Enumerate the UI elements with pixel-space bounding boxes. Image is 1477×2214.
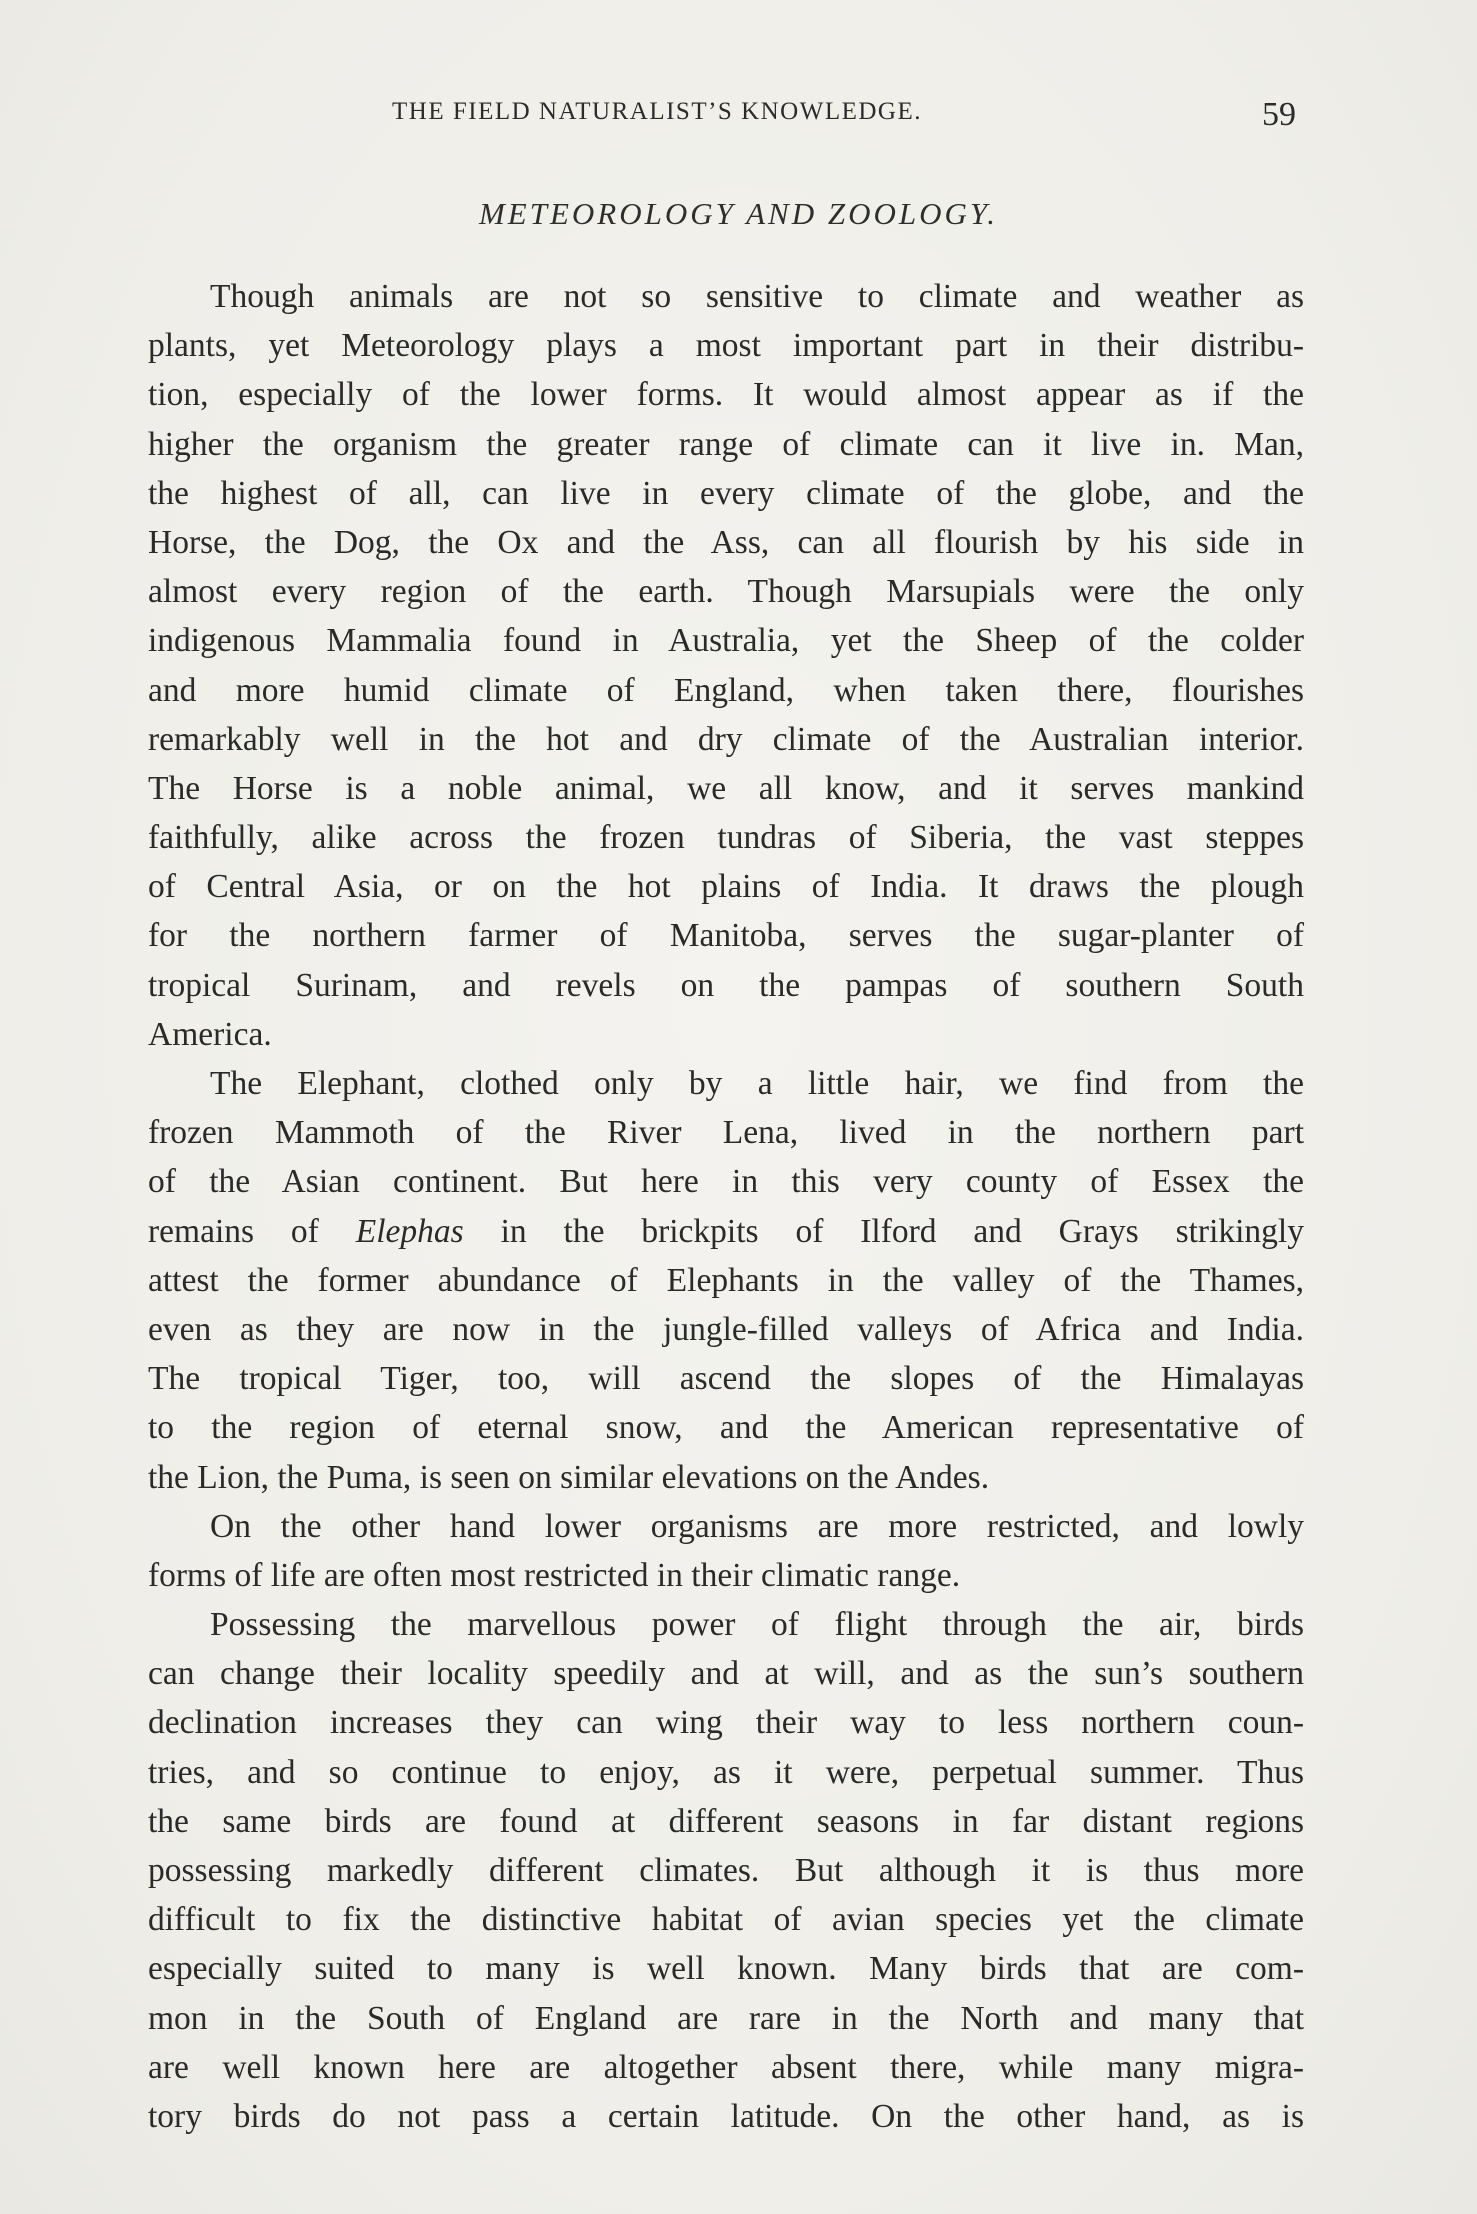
text-line: can change their locality speedily and at will, and as the sun’s southern [148,1655,1304,1693]
running-header-title: THE FIELD NATURALIST’S KNOWLEDGE. [392,98,922,125]
text-line: declination increases they can wing their way to less northern coun- [148,1704,1304,1742]
text-line: tropical Surinam, and revels on the pampas of southern South [148,966,1304,1004]
text-line [148,1207,1304,1256]
text-line: Horse, the Dog, the Ox and the Ass, can all flourish by his side in [148,523,1304,561]
text-line: remarkably well in the hot and dry climate of the Australian interior. [148,720,1304,758]
text-line: and more humid climate of England, when taken there, flourishes [148,671,1304,709]
text-line: tries, and so continue to enjoy, as it were, perpetual summer. Thus [148,1753,1304,1791]
body-text [148,272,1304,2141]
text-line: Possessing the marvellous power of flight through the air, birds [210,1606,1304,1644]
text-line: the same birds are found at different seasons in far distant regions [148,1802,1304,1840]
text-line: tion, especially of the lower forms. It would almost appear as if the [148,376,1304,414]
text-line: for the northern farmer of Manitoba, serves the sugar-planter of [148,917,1304,955]
text-line: faithfully, alike across the frozen tundras of Siberia, the vast steppes [148,819,1304,857]
text-line: of Central Asia, or on the hot plains of India. It draws the plough [148,868,1304,906]
text-line: frozen Mammoth of the River Lena, lived in the northern part [148,1114,1304,1152]
section-title: METEOROLOGY AND ZOOLOGY. [478,196,999,231]
text-line: plants, yet Meteorology plays a most important part in their distribu- [148,327,1304,365]
text-line: America. [148,1015,272,1053]
text-line: higher the organism the greater range of climate can it live in. Man, [148,425,1304,463]
text-line: The Elephant, clothed only by a little hair, we find from the [210,1065,1304,1102]
italic-term: Elephas [355,1212,464,1250]
text-line: mon in the South of England are rare in the North and many that [148,1999,1304,2037]
text-line: The Horse is a noble animal, we all know, and it serves mankind [148,769,1304,807]
text-line: The tropical Tiger, too, will ascend the slopes of the Himalayas [148,1360,1304,1398]
text-line: even as they are now in the jungle-filled valleys of Africa and India. [148,1310,1304,1348]
text-line: to the region of eternal snow, and the American representative of [148,1409,1304,1447]
text-line: indigenous Mammalia found in Australia, yet the Sheep of the colder [148,622,1304,660]
text-line: of the Asian continent. But here in this very county of Essex the [148,1163,1304,1201]
text-segment: in the brickpits of Ilford and Grays strikingly [500,1212,1304,1250]
page-number: 59 [1262,96,1296,133]
text-line: difficult to fix the distinctive habitat of avian species yet the climate [148,1901,1304,1939]
text-line: the highest of all, can live in every climate of the globe, and the [148,474,1304,512]
text-line: are well known here are altogether absent there, while many migra- [148,2048,1304,2086]
text-line: forms of life are often most restricted in their climatic range. [148,1556,961,1594]
text-line: Though animals are not so sensitive to climate and weather as [210,278,1304,315]
text-line: almost every region of the earth. Though Marsupials were the only [148,573,1304,611]
text-line: attest the former abundance of Elephants in the valley of the Thames, [148,1261,1304,1299]
text-segment: remains of [148,1212,319,1250]
text-line: the Lion, the Puma, is seen on similar elevations on the Andes. [148,1458,990,1496]
text-line: tory birds do not pass a certain latitude. On the other hand, as is [148,2097,1304,2135]
text-line: especially suited to many is well known. Many birds that are com- [148,1950,1304,1988]
text-line: possessing markedly different climates. But although it is thus more [148,1852,1304,1889]
text-line: On the other hand lower organisms are more restricted, and lowly [210,1507,1304,1545]
